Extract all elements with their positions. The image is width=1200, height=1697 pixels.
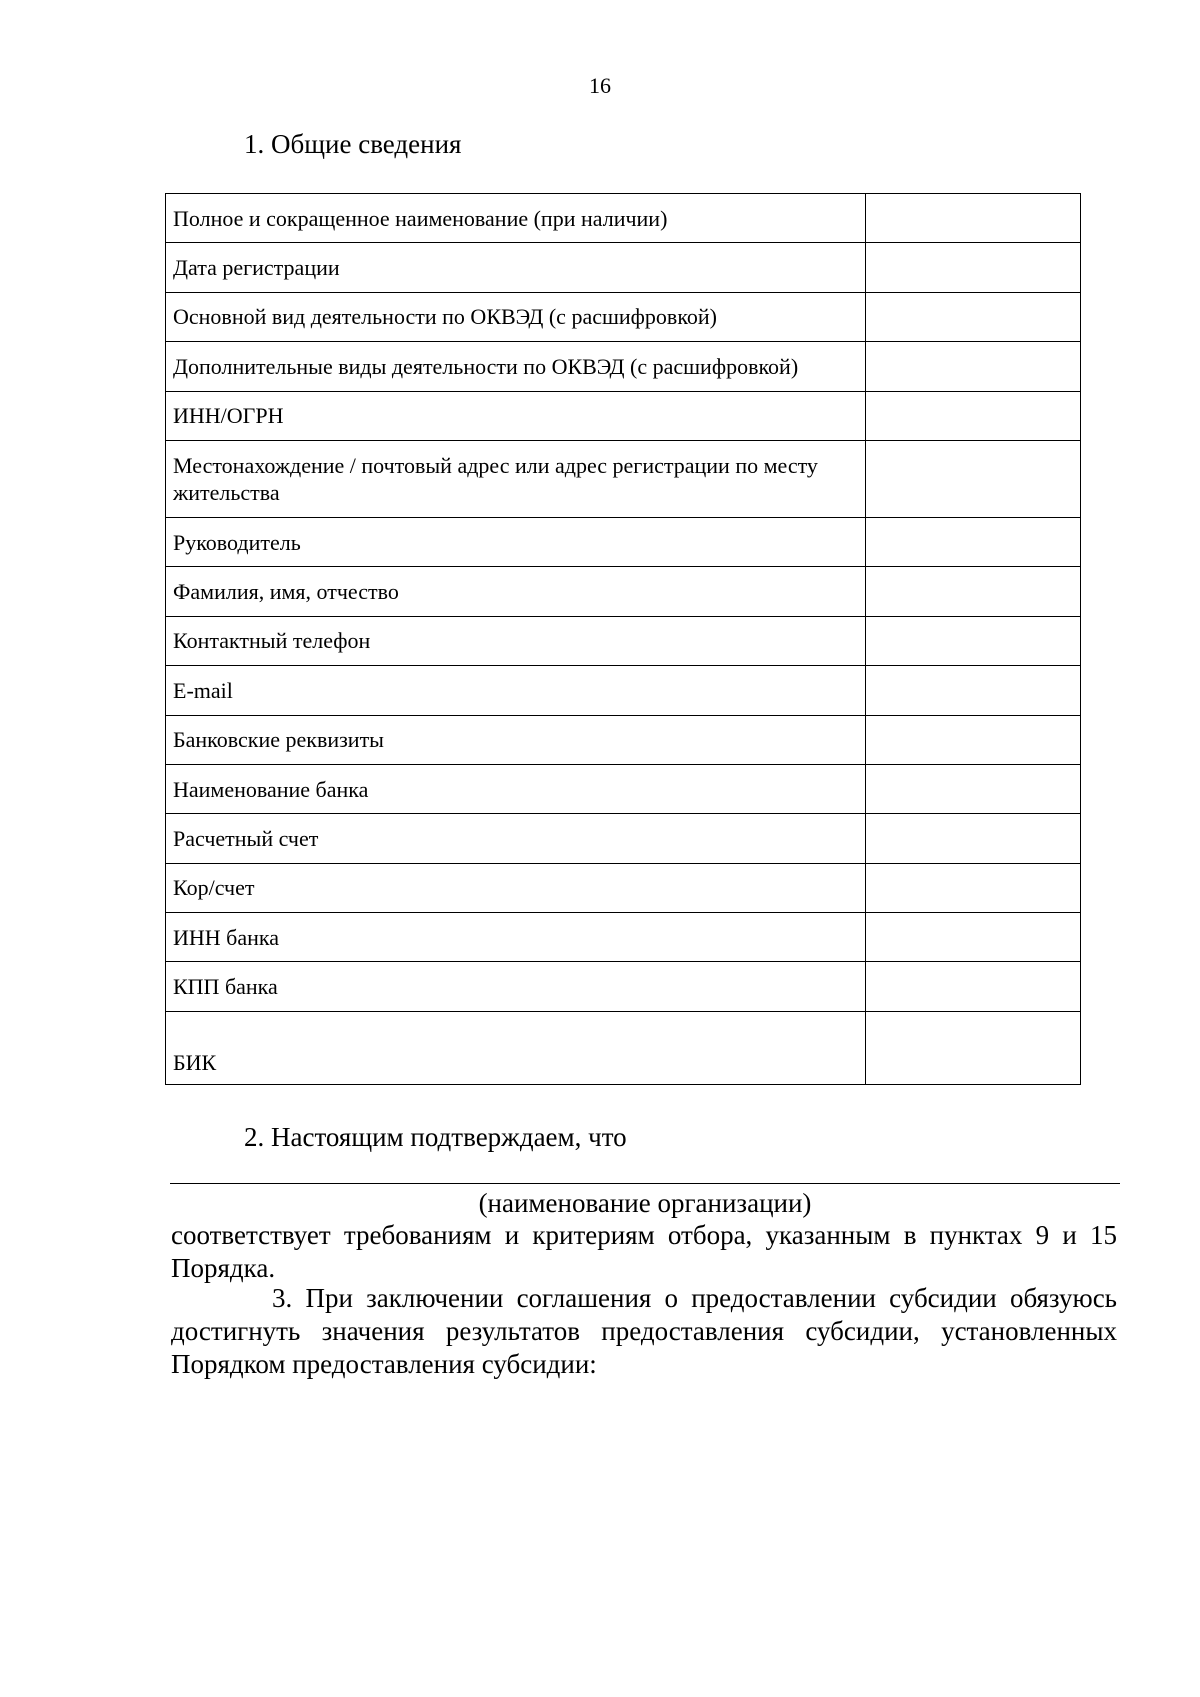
table-row — [166, 666, 1081, 715]
row-label: E-mail — [166, 666, 866, 715]
row-label: Руководитель — [166, 517, 866, 566]
table-row — [166, 814, 1081, 863]
row-value-cell[interactable] — [866, 342, 1081, 391]
row-label: Дополнительные виды деятельности по ОКВЭД (с расшифровкой) — [166, 342, 866, 391]
row-label: Местонахождение / почтовый адрес или адрес регистрации по месту жительства — [166, 440, 866, 517]
table-row — [166, 863, 1081, 912]
section-3-text: 3. При заключении соглашения о предоставлении субсидии обязуюсь достигнуть значения результатов предоставления субсидии, установленных Порядком предоставления субсидии: — [171, 1283, 1117, 1379]
table-row — [166, 342, 1081, 391]
section-1-title: 1. Общие сведения — [244, 129, 462, 159]
organization-name-blank[interactable] — [170, 1183, 1120, 1184]
table-row — [166, 764, 1081, 813]
table-row — [166, 517, 1081, 566]
row-value-cell[interactable] — [866, 567, 1081, 616]
table-row — [166, 913, 1081, 962]
row-value-cell[interactable] — [866, 391, 1081, 440]
table-row — [166, 391, 1081, 440]
table-row — [166, 1011, 1081, 1084]
row-value-cell[interactable] — [866, 913, 1081, 962]
row-value-cell[interactable] — [866, 292, 1081, 341]
row-value-cell[interactable] — [866, 194, 1081, 243]
table-row — [166, 616, 1081, 665]
table-row — [166, 194, 1081, 243]
row-value-cell[interactable] — [866, 863, 1081, 912]
section-2-title: 2. Настоящим подтверждаем, что — [244, 1122, 627, 1152]
row-label: Дата регистрации — [166, 243, 866, 292]
row-label: Расчетный счет — [166, 814, 866, 863]
section-2-text: соответствует требованиям и критериям отбора, указанным в пунктах 9 и 15 Порядка. — [171, 1220, 1117, 1283]
row-label: ИНН/ОГРН — [166, 391, 866, 440]
row-value-cell[interactable] — [866, 666, 1081, 715]
organization-name-caption: (наименование организации) — [478, 1188, 812, 1218]
table-row — [166, 243, 1081, 292]
row-label: Банковские реквизиты — [166, 715, 866, 764]
table-row — [166, 715, 1081, 764]
row-label: Кор/счет — [166, 863, 866, 912]
table-row — [166, 567, 1081, 616]
row-value-cell[interactable] — [866, 715, 1081, 764]
row-value-cell[interactable] — [866, 962, 1081, 1011]
row-label: БИК — [166, 1011, 866, 1084]
row-value-cell[interactable] — [866, 764, 1081, 813]
row-value-cell[interactable] — [866, 440, 1081, 517]
row-label: КПП банка — [166, 962, 866, 1011]
row-value-cell[interactable] — [866, 243, 1081, 292]
table-row — [166, 292, 1081, 341]
row-value-cell[interactable] — [866, 616, 1081, 665]
row-label: Фамилия, имя, отчество — [166, 567, 866, 616]
row-label: Основной вид деятельности по ОКВЭД (с расшифровкой) — [166, 292, 866, 341]
row-label: Наименование банка — [166, 764, 866, 813]
table-row — [166, 962, 1081, 1011]
row-value-cell[interactable] — [866, 517, 1081, 566]
row-label: Контактный телефон — [166, 616, 866, 665]
row-label: ИНН банка — [166, 913, 866, 962]
row-value-cell[interactable] — [866, 814, 1081, 863]
general-info-table — [165, 193, 1081, 1085]
page-number: 16 — [589, 73, 611, 98]
row-label: Полное и сокращенное наименование (при наличии) — [166, 194, 866, 243]
table-row — [166, 440, 1081, 517]
row-value-cell[interactable] — [866, 1011, 1081, 1084]
